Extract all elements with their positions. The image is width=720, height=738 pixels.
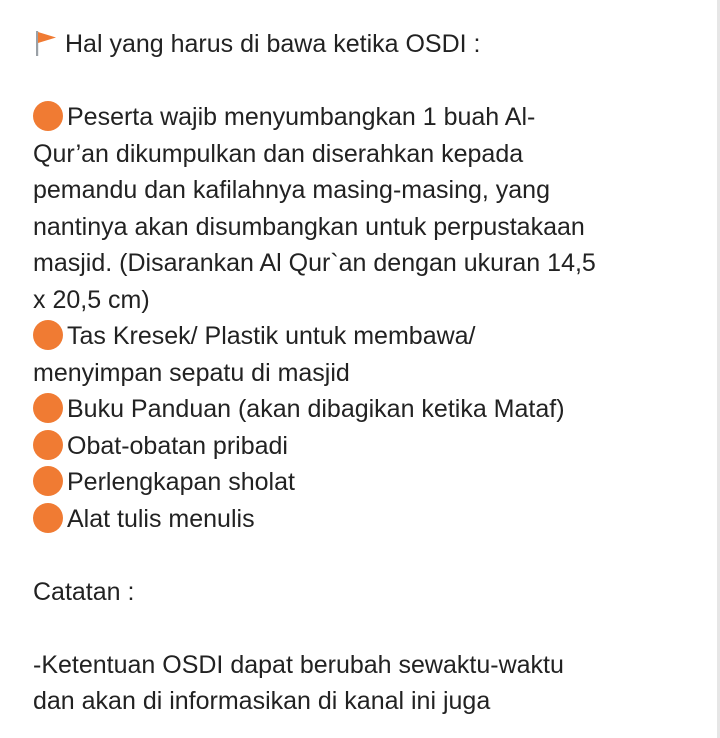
header-text: Hal yang harus di bawa ketika OSDI : bbox=[65, 30, 481, 58]
header-line bbox=[33, 26, 696, 63]
note-text: -Ketentuan OSDI dapat berubah sewaktu-waktu bbox=[33, 650, 564, 679]
item-text: menyimpan sepatu di masjid bbox=[33, 358, 350, 387]
list-item bbox=[33, 501, 696, 538]
list-item bbox=[33, 318, 696, 391]
list-item bbox=[33, 391, 696, 428]
triangular-flag-icon bbox=[33, 30, 59, 56]
list-item bbox=[33, 428, 696, 465]
item-text: masjid. (Disarankan Al Qur`an dengan ukuran 14,5 bbox=[33, 249, 596, 277]
orange-circle-icon bbox=[33, 503, 63, 533]
orange-circle-icon bbox=[33, 430, 63, 460]
item-text: Tas Kresek/ Plastik untuk membawa/ bbox=[67, 322, 476, 350]
note-heading: Catatan : bbox=[33, 577, 135, 606]
list-item bbox=[33, 464, 696, 501]
item-text: Peserta wajib menyumbangkan 1 buah Al- bbox=[67, 103, 536, 131]
blank-line bbox=[33, 63, 696, 100]
items-list bbox=[33, 99, 696, 537]
item-text: nantinya akan disumbangkan untuk perpustakaan bbox=[33, 212, 585, 241]
orange-circle-icon bbox=[33, 101, 63, 131]
orange-circle-icon bbox=[33, 393, 63, 423]
item-text: pemandu dan kafilahnya masing-masing, yang bbox=[33, 176, 550, 204]
item-text: x 20,5 cm) bbox=[33, 285, 150, 314]
item-text: Perlengkapan sholat bbox=[67, 468, 295, 496]
blank-line bbox=[33, 610, 696, 647]
list-item bbox=[33, 99, 696, 318]
orange-circle-icon bbox=[33, 320, 63, 350]
note-text: dan akan di informasikan di kanal ini juga bbox=[33, 687, 491, 715]
item-text: Qur’an dikumpulkan dan diserahkan kepada bbox=[33, 139, 524, 168]
note-body bbox=[33, 647, 696, 720]
orange-circle-icon bbox=[33, 466, 63, 496]
blank-line bbox=[33, 537, 696, 574]
item-text: Alat tulis menulis bbox=[67, 504, 255, 533]
item-text: Obat-obatan pribadi bbox=[67, 431, 288, 460]
item-text: Buku Panduan (akan dibagikan ketika Mataf) bbox=[67, 395, 565, 423]
